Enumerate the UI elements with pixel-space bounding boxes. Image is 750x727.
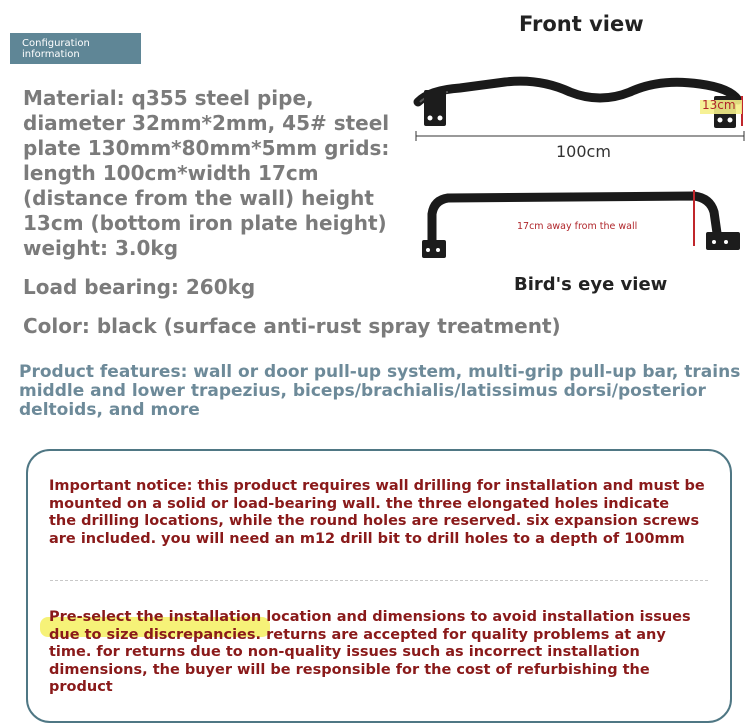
depth-label: 17cm away from the wall (517, 221, 638, 232)
height-label: 13cm (702, 98, 736, 112)
config-badge (10, 33, 141, 64)
material-spec: Material: q355 steel pipe, diameter 32mm*2mm, 45# steel plate 130mm*80mm*5mm grids: length 100cm*width 17cm (distance from the wall) height 13cm (bottom iron plate height) weight: 3.0kg (23, 86, 390, 260)
product-features: Product features: wall or door pull-up system, multi-grip pull-up bar, trains middle and lower trapezius, biceps/brachialis/latissimus dorsi/posterior deltoids, and more (19, 362, 741, 420)
front-view-title: Front view (519, 12, 644, 36)
config-badge-line2: information (22, 49, 80, 60)
length-label: 100cm (556, 142, 611, 161)
notice-divider (50, 580, 708, 581)
birds-eye-view-title: Bird's eye view (514, 274, 668, 295)
important-notice: Important notice: this product requires wall drilling for installation and must be mounted on a solid or load-bearing wall. the three elongated holes indicate the drilling locations, while the round holes are reserved. six expansion screws are included. you will need an m12 drill bit to drill holes to a depth of 100mm (49, 478, 705, 547)
load-bearing: Load bearing: 260kg (23, 275, 256, 299)
color-spec: Color: black (surface anti-rust spray treatment) (23, 314, 561, 338)
config-badge-line1: Configuration (22, 38, 90, 49)
preselect-notice: Pre-select the installation location and dimensions to avoid installation issues due to size discrepancies. returns are accepted for quality problems at any time. for returns due to non-quality issues such as incorrect installation dimensions, the buyer will be responsible for the cost of refurbishing the product (49, 609, 691, 695)
